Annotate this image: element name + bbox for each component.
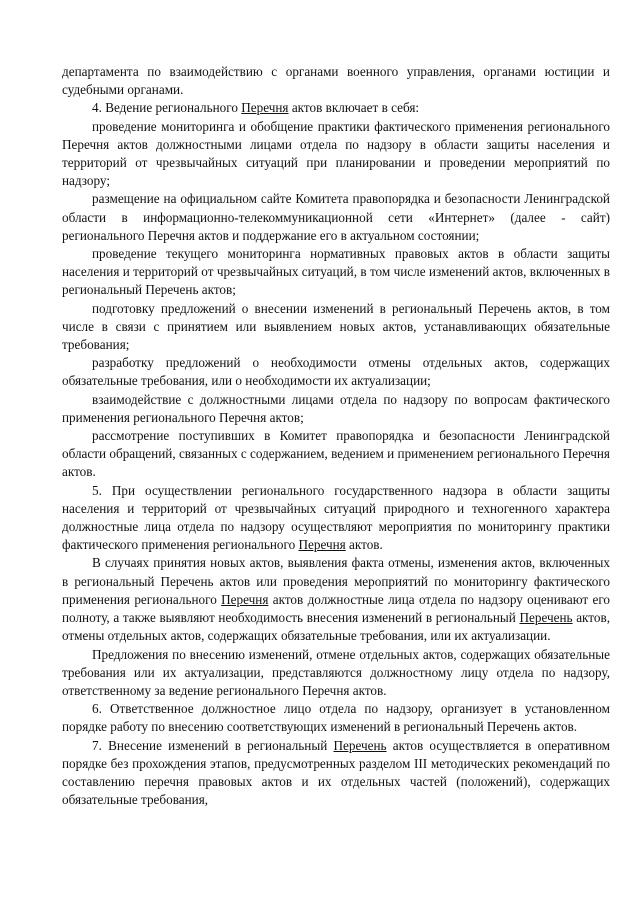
paragraph-current-monitoring: проведение текущего мониторинга нормативных правовых актов в области защиты населения и территорий от чрезвычайных ситуаций, в том числе изменений актов, включенных в региональный Перечень актов; <box>62 246 610 298</box>
paragraph-item-5: 5. При осуществлении регионального государственного надзора в области защиты населения и территорий от чрезвычайных ситуаций природного и техногенного характера должностные лица отдела по надзору осуществляют мероприятия по мониторингу практики фактического применения регионального Перечня актов. <box>62 482 610 553</box>
paragraph-appeals: рассмотрение поступивших в Комитет правопорядка и безопасности Ленинградской области обращений, связанных с содержанием, ведением и применением регионального Перечня актов. <box>62 428 610 480</box>
paragraph-site-publication: размещение на официальном сайте Комитета правопорядка и безопасности Ленинградской области в информационно-телекоммуникационной сети «Интернет» (далее - сайт) регионального Перечня актов и поддержание его в актуальном состоянии; <box>62 191 610 243</box>
paragraph-item-7: 7. Внесение изменений в региональный Перечень актов осуществляется в оперативном порядке без прохождения этапов, предусмотренных разделом III методических рекомендаций по составлению перечня правовых актов и их отдельных частей (положений), содержащих обязательные требования, <box>62 737 611 808</box>
paragraph-interaction: взаимодействие с должностными лицами отдела по надзору по вопросам фактического применения регионального Перечня актов; <box>62 391 610 425</box>
perechen-link[interactable]: Перечень <box>333 737 387 753</box>
paragraph-item-4: 4. Ведение регионального Перечня актов включает в себя: <box>92 100 420 116</box>
paragraph-proposals: подготовку предложений о внесении изменений в региональный Перечень актов, в том числе в связи с принятием или выявлением новых актов, устанавливающих обязательные требования; <box>62 300 610 353</box>
paragraph-monitoring: проведение мониторинга и обобщение практики фактического применения регионального Перечня актов должностными лицами отдела по надзору в области защиты населения и территорий от чрезвычайных ситуаций при планировании и проведении мероприятий по надзору; <box>62 118 610 189</box>
perechen-link[interactable]: Перечня <box>221 591 269 607</box>
perechen-link[interactable]: Перечень <box>519 610 573 626</box>
paragraph-item-6: 6. Ответственное должностное лицо отдела по надзору, организует в установленном порядке работу по внесению соответствующих изменений в региональный Перечень актов. <box>62 701 610 735</box>
perechen-link[interactable]: Перечня <box>298 537 346 553</box>
paragraph-new-acts: В случаях принятия новых актов, выявления факта отмены, изменения актов, включенных в региональный Перечень актов или проведения мероприятий по мониторингу фактического применения регионального Перечня актов должностные лица отдела по надзору оценивают его полноту, а также выявляют необходимость внесения изменений в региональный Перечень актов, отмены отдельных актов, содержащих обязательные требования, или их актуализации. <box>62 555 611 644</box>
paragraph-proposals-submission: Предложения по внесению изменений, отмене отдельных актов, содержащих обязательные требования или их актуализации, представляются должностному лицу отдела по надзору, ответственному за ведение регионального Перечня актов. <box>62 646 610 698</box>
paragraph-continuation: департамента по взаимодействию с органами военного управления, органами юстиции и судебными органами. <box>62 64 610 98</box>
perechen-link[interactable]: Перечня <box>241 100 289 116</box>
document-page <box>62 63 610 809</box>
paragraph-cancellation: разработку предложений о необходимости отмены отдельных актов, содержащих обязательные требования, или о необходимости их актуализации; <box>62 355 610 389</box>
